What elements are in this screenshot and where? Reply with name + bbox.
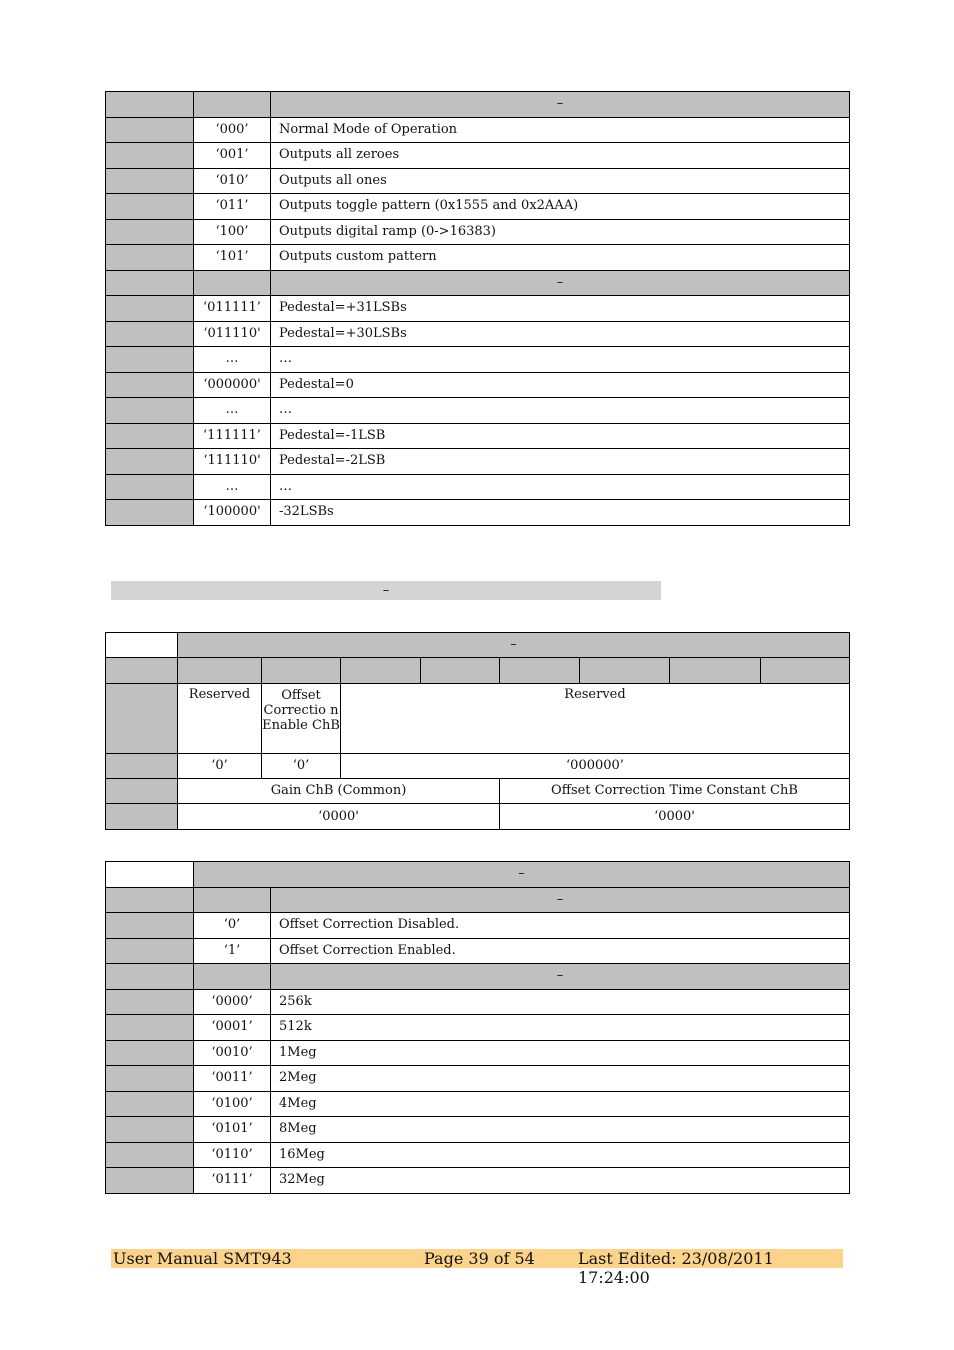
bit-code: ‘011111’ (194, 296, 271, 322)
table-row (106, 1142, 850, 1168)
bit-number (178, 658, 262, 684)
bit-description: … (271, 398, 850, 424)
bit-number (500, 658, 580, 684)
bit-description: Outputs all ones (271, 168, 850, 194)
bit-description: Outputs all zeroes (271, 143, 850, 169)
bit-code: ‘100’ (194, 219, 271, 245)
bit-code: ‘100000' (194, 500, 271, 526)
bit-description: Normal Mode of Operation (271, 117, 850, 143)
field-time-constant: Offset Correction Time Constant ChB (500, 779, 850, 804)
table-row (106, 1066, 850, 1092)
bit-number (670, 658, 761, 684)
bit-code: ‘0010’ (194, 1040, 271, 1066)
bit-number (341, 658, 421, 684)
header-value (194, 92, 271, 118)
mode-pedestal-table (105, 91, 850, 526)
bit-description: Pedestal=+31LSBs (271, 296, 850, 322)
bit-description: Outputs custom pattern (271, 245, 850, 271)
footer-last-edited: Last Edited: 23/08/2011 17:24:00 (578, 1249, 774, 1287)
bit-description: … (271, 347, 850, 373)
default-offset-enable: ‘0’ (262, 754, 341, 779)
default-reserved: ‘000000’ (341, 754, 850, 779)
bit-code: ‘111111’ (194, 423, 271, 449)
table-header-row (106, 964, 850, 990)
table-row (106, 143, 850, 169)
field-name-row (106, 684, 850, 754)
header-desc: – (271, 964, 850, 990)
bit-description: Outputs toggle pattern (0x1555 and 0x2AAA) (271, 194, 850, 220)
default-reserved: ‘0’ (178, 754, 262, 779)
register-label-cell (106, 633, 178, 658)
bit-number-row (106, 658, 850, 684)
bit-description: Offset Correction Disabled. (271, 913, 850, 939)
bit-description: Pedestal=+30LSBs (271, 321, 850, 347)
table-row (106, 219, 850, 245)
table-row (106, 913, 850, 939)
field-reserved: Reserved (178, 684, 262, 754)
bit-description: 256k (271, 989, 850, 1015)
default-value-row (106, 804, 850, 830)
table-title-row (106, 862, 850, 888)
bit-code: ‘101’ (194, 245, 271, 271)
bit-description: 2Meg (271, 1066, 850, 1092)
bit-description: 8Meg (271, 1117, 850, 1143)
table-header-row (106, 887, 850, 913)
field-name-row (106, 779, 850, 804)
register-map-table (105, 632, 850, 830)
bit-description: 512k (271, 1015, 850, 1041)
table-row (106, 296, 850, 322)
table-title: – (194, 862, 850, 888)
bit-code: ‘0000’ (194, 989, 271, 1015)
header-desc: – (271, 887, 850, 913)
bit-code: ‘0110’ (194, 1142, 271, 1168)
bit-number (421, 658, 500, 684)
bit-description: 1Meg (271, 1040, 850, 1066)
bit-description: -32LSBs (271, 500, 850, 526)
table-row (106, 938, 850, 964)
table-row (106, 1015, 850, 1041)
field-reserved: Reserved (341, 684, 850, 754)
default-value-row (106, 754, 850, 779)
table-header-row (106, 92, 850, 118)
title-label-cell (106, 862, 194, 888)
bit-code: ‘011’ (194, 194, 271, 220)
bit-description: 4Meg (271, 1091, 850, 1117)
bit-code: ‘000’ (194, 117, 271, 143)
bit-description: Offset Correction Enabled. (271, 938, 850, 964)
table-row (106, 474, 850, 500)
bit-code: ‘0’ (194, 913, 271, 939)
table-header-row (106, 270, 850, 296)
bit-description: Pedestal=-2LSB (271, 449, 850, 475)
bit-description: 16Meg (271, 1142, 850, 1168)
table-row (106, 168, 850, 194)
header-desc: – (271, 270, 850, 296)
table-row (106, 449, 850, 475)
bit-description: Pedestal=-1LSB (271, 423, 850, 449)
table-row (106, 1117, 850, 1143)
bit-code: … (194, 398, 271, 424)
bit-number (580, 658, 670, 684)
bit-code: ‘0111’ (194, 1168, 271, 1194)
bit-code: … (194, 347, 271, 373)
header-value (194, 270, 271, 296)
table-row (106, 372, 850, 398)
bit-code: ‘000000' (194, 372, 271, 398)
header-value (194, 887, 271, 913)
page-footer (111, 1249, 843, 1287)
bit-number (761, 658, 850, 684)
header-value (194, 964, 271, 990)
register-title: – (178, 633, 850, 658)
table-row (106, 1040, 850, 1066)
bit-description: Pedestal=0 (271, 372, 850, 398)
field-gain: Gain ChB (Common) (178, 779, 500, 804)
bit-code: ‘0101’ (194, 1117, 271, 1143)
bit-number (262, 658, 341, 684)
table-row (106, 194, 850, 220)
bit-code: ‘010’ (194, 168, 271, 194)
table-row (106, 1168, 850, 1194)
footer-page-number: Page 39 of 54 (424, 1249, 535, 1268)
table-row (106, 398, 850, 424)
bit-code: ‘001’ (194, 143, 271, 169)
table-row (106, 245, 850, 271)
default-time-constant: ‘0000' (500, 804, 850, 830)
bit-description: … (271, 474, 850, 500)
bit-code: ‘111110' (194, 449, 271, 475)
table-row (106, 423, 850, 449)
bit-code: … (194, 474, 271, 500)
table-row (106, 347, 850, 373)
header-label (106, 92, 194, 118)
table-row (106, 500, 850, 526)
table-row (106, 1091, 850, 1117)
bit-code: ‘0001’ (194, 1015, 271, 1041)
bit-code: ‘011110' (194, 321, 271, 347)
bit-code: ‘0100’ (194, 1091, 271, 1117)
header-label (106, 270, 194, 296)
table-row (106, 989, 850, 1015)
header-desc: – (271, 92, 850, 118)
table-row (106, 321, 850, 347)
section-heading: – (111, 581, 661, 600)
register-title-row (106, 633, 850, 658)
offset-correction-table (105, 861, 850, 1194)
field-offset-enable: Offset Correctio n Enable ChB (262, 684, 341, 754)
table-row (106, 117, 850, 143)
footer-manual-title: User Manual SMT943 (113, 1249, 292, 1268)
bit-code: ‘0011’ (194, 1066, 271, 1092)
default-gain: ‘0000' (178, 804, 500, 830)
bit-description: Outputs digital ramp (0->16383) (271, 219, 850, 245)
bit-code: ‘1’ (194, 938, 271, 964)
bit-description: 32Meg (271, 1168, 850, 1194)
